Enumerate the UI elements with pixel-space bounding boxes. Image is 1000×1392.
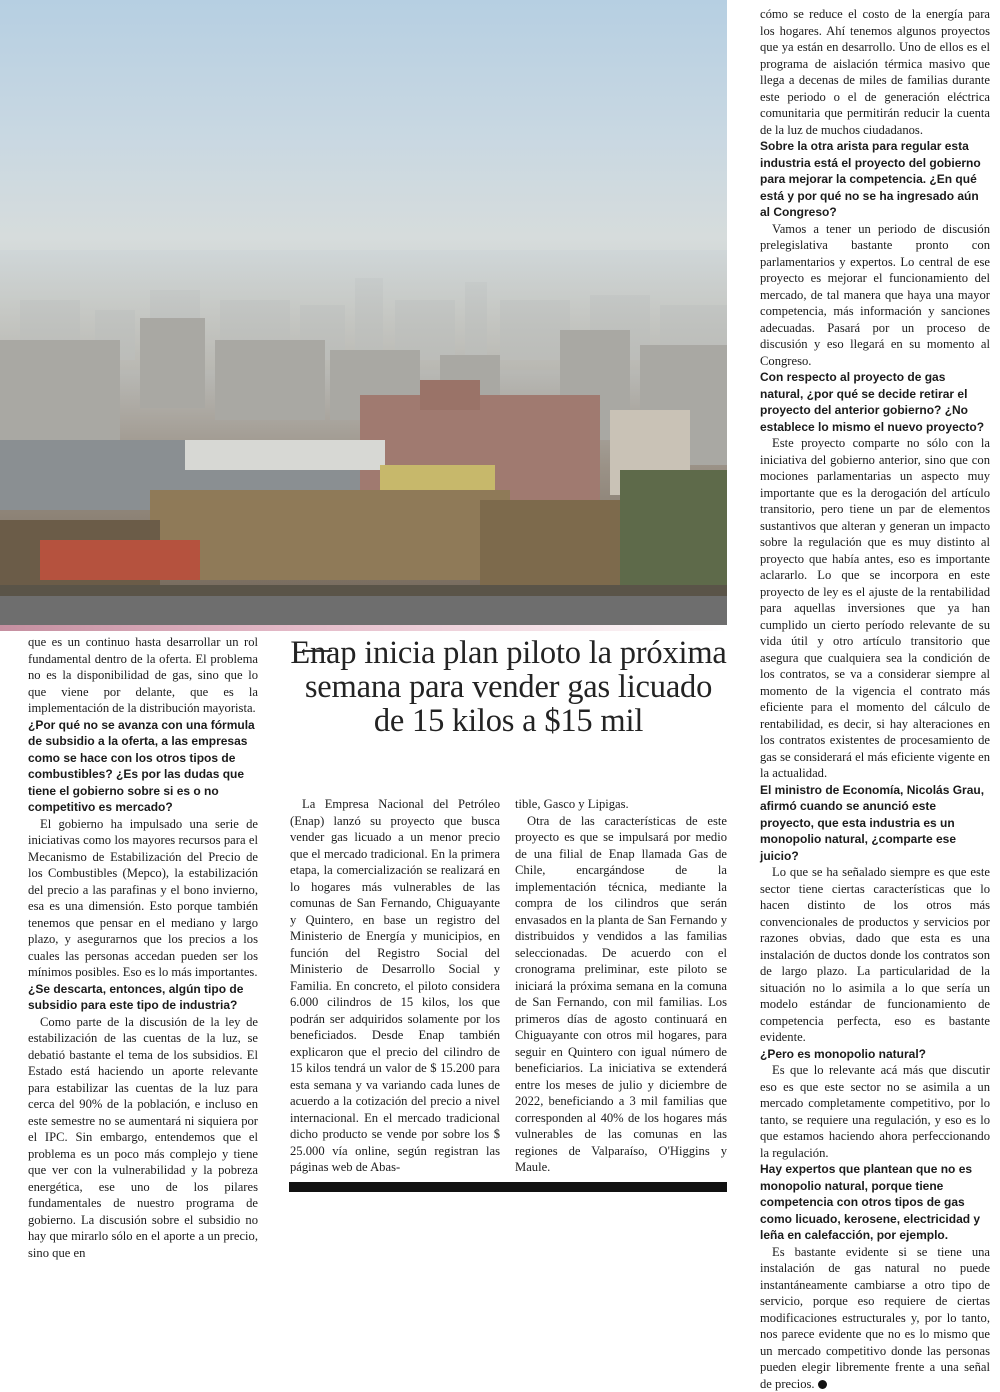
interview-question: El ministro de Economía, Nicolás Grau, afirmó cuando se anunció este proyecto, que esta industria es un monopolio natural, ¿comparte ese juicio? [760,782,990,865]
interview-question: Con respecto al proyecto de gas natural, ¿por qué se decide retirar el proyecto del anterior gobierno? ¿No establece lo mismo el nuevo proyecto? [760,369,990,435]
city-skyline-photo [0,0,727,625]
interview-question: ¿Se descarta, entonces, algún tipo de subsidio para este tipo de industria? [28,981,258,1014]
body-paragraph: Es que lo relevante acá más que discutir eso es que este sector no se asimila a un mercado completamente competitivo, por lo tanto, se requiere una regulación, y eso es lo que estamos haciendo ahora perfeccionando la regulación. [760,1062,990,1161]
interview-question: ¿Por qué no se avanza con una fórmula de subsidio a la oferta, a las empresas como se hace con los otros tipos de combustibles? ¿Es por las dudas que tiene el gobierno sobre si es o no competitivo es mercado? [28,717,258,816]
body-paragraph: Lo que se ha señalado siempre es que este sector tiene ciertas características que lo hacen distinto de los otros más convencionales de productos y servicios por razones obvias, dado que esta es una instalación de ductos donde los contratos son de largo plazo. La particularidad de la situación no lo asimila a lo que sería un modelo estándar de funcionamiento de competencia perfecta, eso es bastante evidente. [760,864,990,1046]
body-paragraph: Es bastante evidente si se tiene una instalación de gas natural no puede instantáneamente cambiarse a otro tipo de servicio, porque eso requiere de ciertas modificaciones estructurales y, por lo tanto, nos parece evidente que no es lo mismo que un mercado competitivo donde las personas pueden elegir libremente frente a una señal de precios. [760,1244,990,1392]
body-paragraph: La Empresa Nacional del Petróleo (Enap) lanzó su proyecto que busca vender gas licuado a un menor precio que el mercado tradicional. En la primera etapa, la comercialización se realizará en lo hogares más vulnerables de las comunas de San Fernando, Chiguayante y Quintero, en base un registro del Ministerio de Energía y municipios, en función del Registro Social del Ministerio de Desarrollo Social y Familia. En concreto, el piloto considera 6.000 cilindros de 15 kilos, los que podrán ser adquiridos solamente por los beneficiados. Desde Enap también explicaron que el precio del cilindro de 15 kilos tendrá un valor de $ 15.200 para esta semana y va variando cada lunes de acuerdo a la cotización del precio a nivel internacional. En el mercado tradicional dicho producto se vende por sobre los $ 25.000 vía online, según registran las páginas web de Abas- [290,796,500,1176]
body-paragraph: Otra de las características de este proyecto es que se impulsará por medio de una filial de Enap llamada Gas de Chile, encargándose de la implementación técnica, mediante la compra de los cilindros que serán envasados en la planta de San Fernando y distribuidos y vendidos a las familias seleccionadas. De acuerdo con el cronograma preliminar, este piloto se iniciará la próxima semana en la comuna de San Fernando, con mil familias. Los primeros días de agosto continuará en Chiguayante con otros mil hogares, para seguir en Quintero con igual número de beneficiarios. La iniciativa se extenderá entre los meses de julio y diciembre de 2022, beneficiando a 3 mil familias que corresponden al 40% de los hogares más vulnerables de las comunas en las regiones de Valparaíso, O'Higgins y Maule. [515,813,727,1176]
body-paragraph: tible, Gasco y Lipigas. [515,796,727,813]
article-headline: Enap inicia plan piloto la próxima semana para vender gas licuado de 15 kilos a $15 mil [290,636,727,738]
body-paragraph: Este proyecto comparte no sólo con la iniciativa del gobierno anterior, sino que con mociones parlamentarias un aspecto muy importante que es la derogación del artículo transitorio, pero tiene un par de elementos sustantivos que alteran y generan un impacto sobre la regulación que es muy distinto al proyecto que había antes, eso es importante aclararlo. Lo que se incorpora en este proyecto de ley es el ajuste de la rentabilidad para aquellas inversiones que ya han cumplido un cierto período relevante de su vida útil y otro artículo transitorio que asegura que cualquiera sea la condición de los contratos, se va a considerar siempre al momento de la vigencia el contrato más eficiente para el momento del cálculo de rentabilidad, es decir, si hay alteraciones en los contratos existentes de procesamiento de gas se considerará el más eficiente vigente en la actualidad. [760,435,990,782]
column-left [28,634,258,1261]
body-paragraph: El gobierno ha impulsado una serie de iniciativas como los mayores recursos para el Mecanismo de Estabilización del Precio de los Combustibles (Mepco), la estabilización del precio a las parafinas y el bono invierno, esa es una dimensión. Esto porque también tenemos que pensar en el mediano y largo plazo, y asegurarnos que los precios a los cuales las personas accedan pueden ser los mínimos posibles. Eso es lo más importantes. [28,816,258,981]
interview-question: ¿Pero es monopolio natural? [760,1046,990,1063]
body-paragraph: cómo se reduce el costo de la energía para los hogares. Ahí tenemos algunos proyectos que ya están en desarrollo. Uno de ellos es el programa de aislación térmica masivo que llega a decenas de miles de familias durante este periodo o el de generación eléctrica comunitaria que permitirán reducir la cuenta de la luz de muchos ciudadanos. [760,6,990,138]
body-paragraph: Vamos a tener un periodo de discusión prelegislativa bastante pronto con parlamentarios y expertos. Lo central de ese proyecto es mejorar el funcionamiento del mercado, de tal manera que haya una mayor competencia, más información y sanciones adecuadas. Pasará por un proceso de discusión y eso llegará en su momento al Congreso. [760,221,990,370]
column-middle-1 [290,796,500,1176]
bottom-black-bar [289,1182,727,1192]
city-skyline-illustration [0,0,727,625]
interview-question: Hay expertos que plantean que no es monopolio natural, porque tiene competencia con otros tipos de gas como licuado, kerosene, electricidad y leña en calefacción, por ejemplo. [760,1161,990,1244]
column-right [760,6,990,1392]
interview-question: Sobre la otra arista para regular esta industria está el proyecto del gobierno para mejorar la competencia. ¿En qué está y por qué no se ha ingresado aún al Congreso? [760,138,990,221]
photo-bottom-strip [0,625,727,631]
end-of-article-icon [818,1380,827,1389]
column-middle-2 [515,796,727,1176]
body-paragraph: Como parte de la discusión de la ley de estabilización de las cuentas de la luz, se debatió bastante el tema de los subsidios. El Estado está haciendo un aporte relevante para estabilizar las cuentas de la luz para cerca del 90% de la población, e incluso en este semestre no se aumentará ni siquiera por el IPC. Sin embargo, entendemos que el problema es un poco más complejo y tiene que ver con la vulnerabilidad y la pobreza energética, ese uno de los pilares fundamentales de nuestro programa de gobierno. La discusión sobre el subsidio no hay que mirarlo sólo en el aporte a un precio, sino que en [28,1014,258,1262]
body-paragraph: que es un continuo hasta desarrollar un rol fundamental dentro de la oferta. El problema no es la disponibilidad de gas, sino que lo que viene por delante, que es la implementación de la distribución mayorista. [28,634,258,717]
